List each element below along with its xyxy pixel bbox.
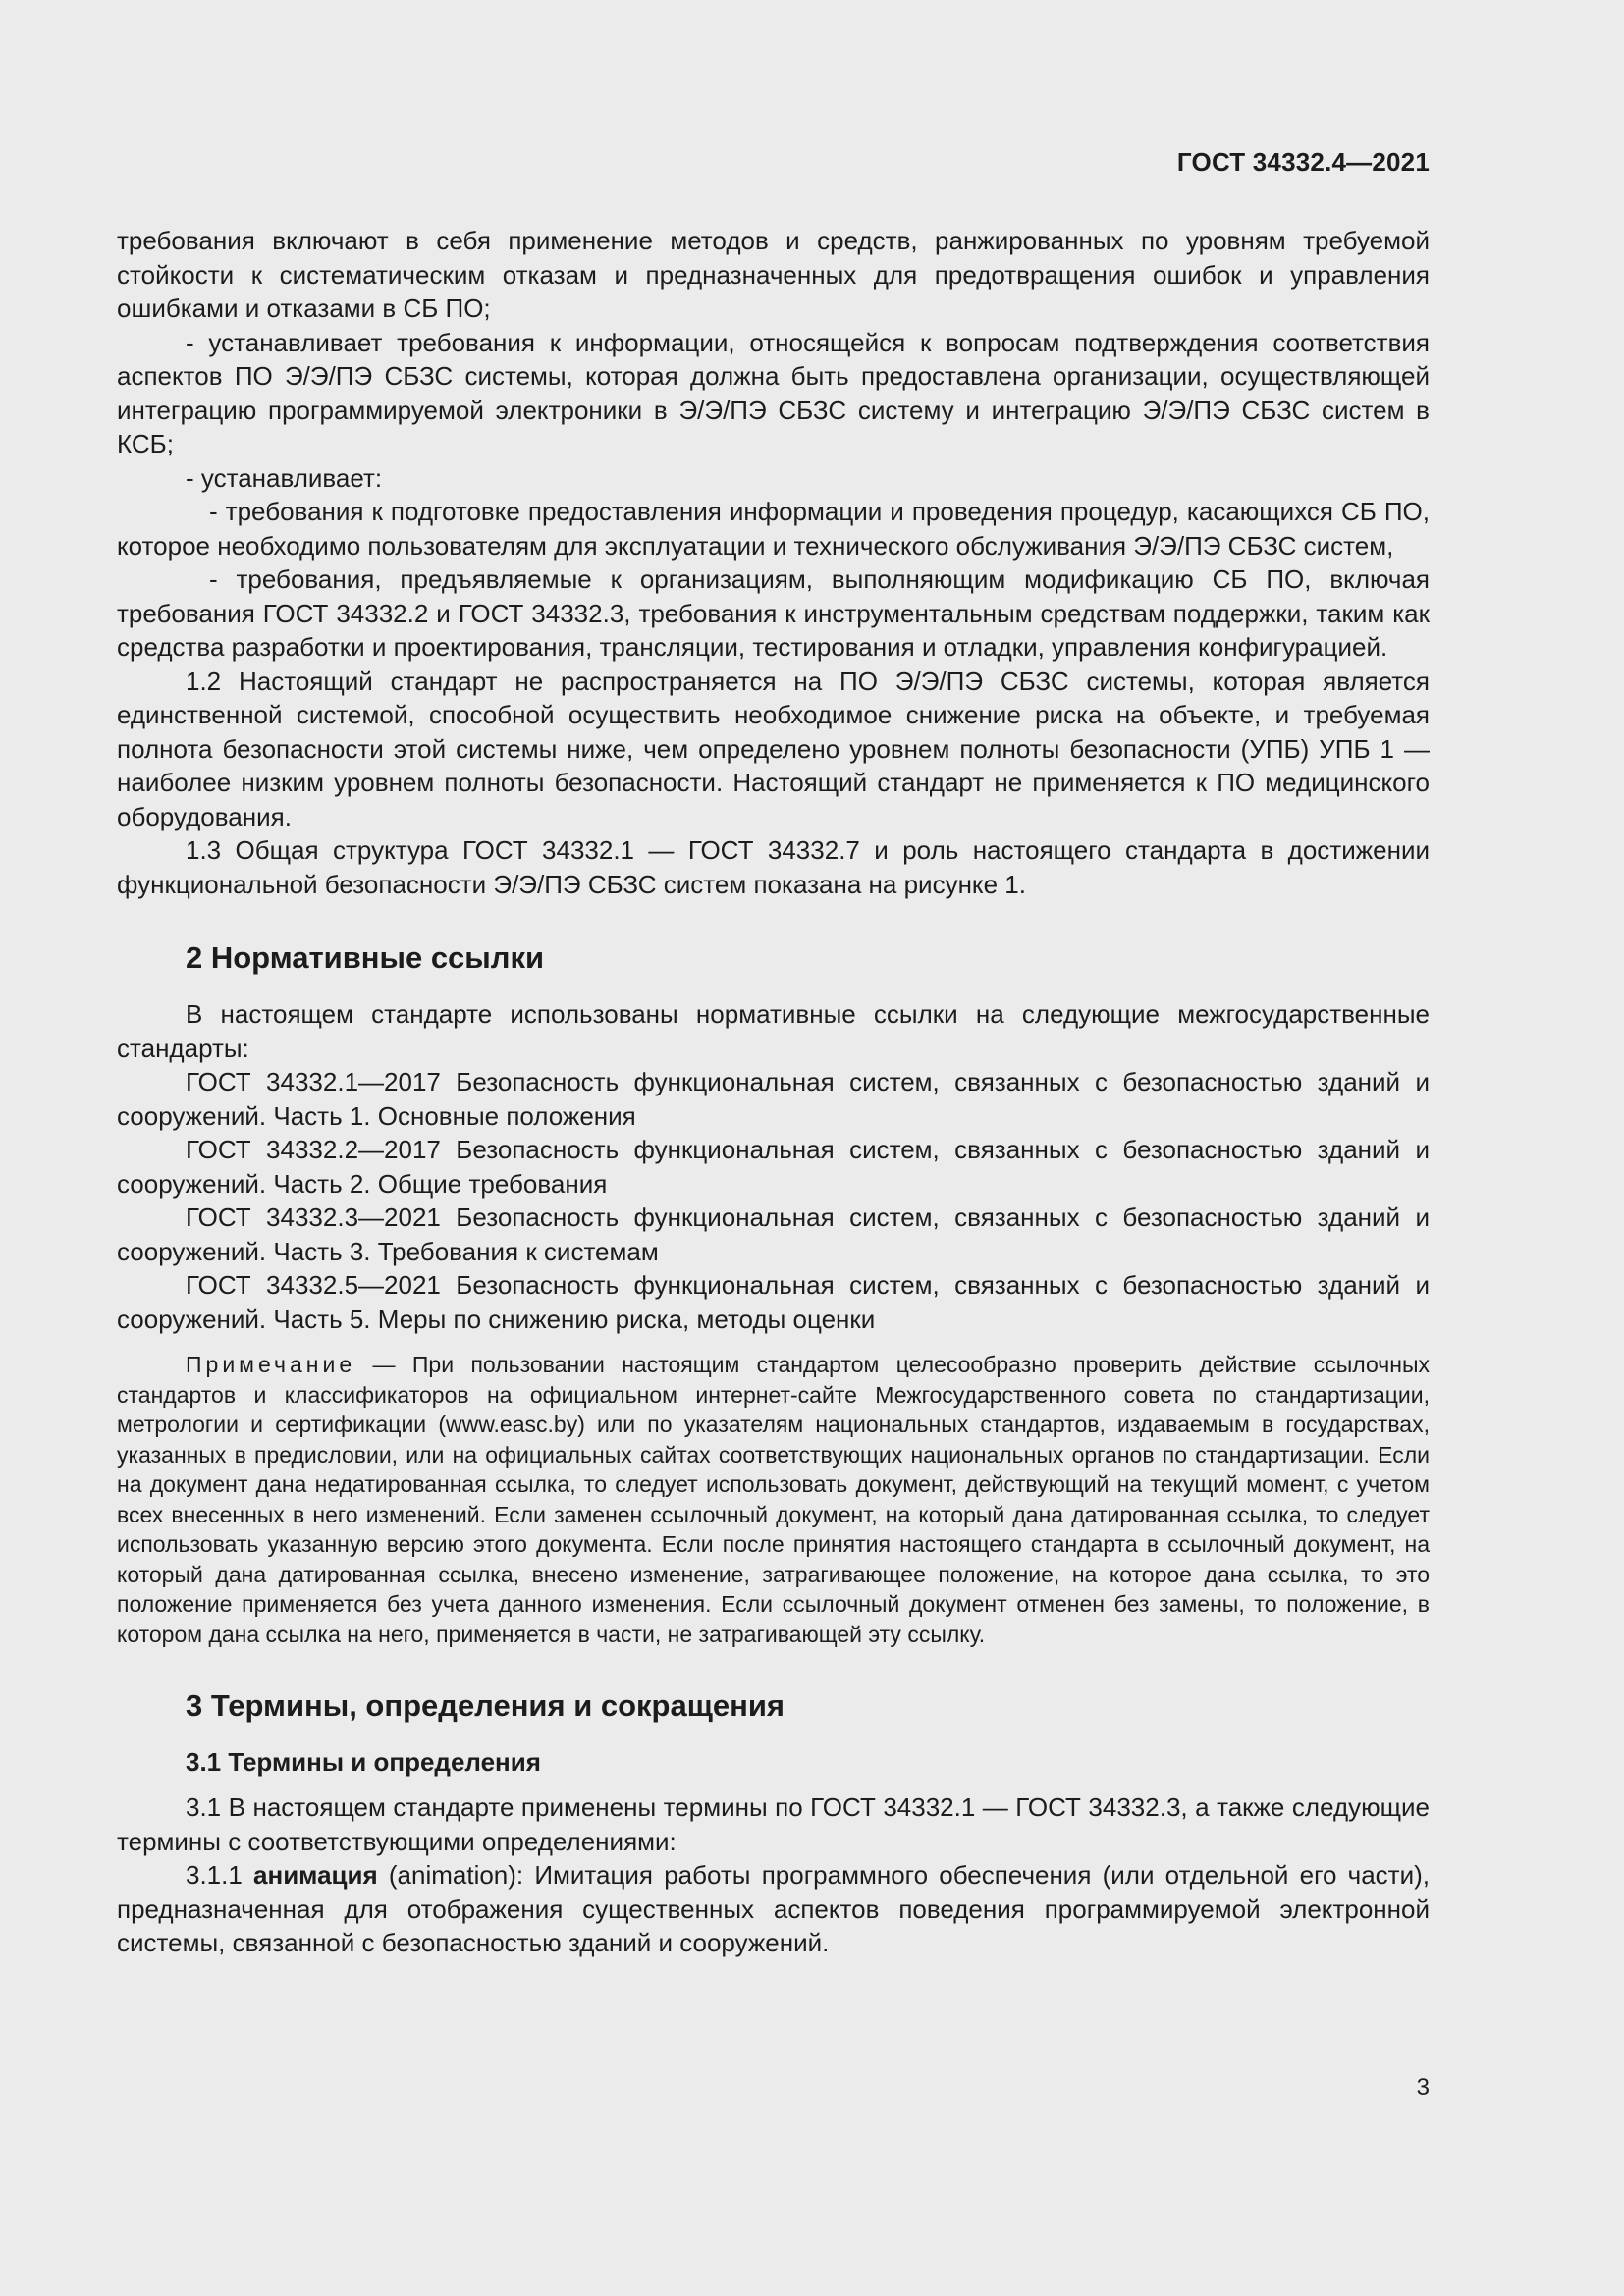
section-heading: 2 Нормативные ссылки — [186, 940, 545, 975]
document-header: ГОСТ 34332.4—2021 — [1176, 147, 1430, 177]
term-definition-text: (animation): Имитация работы программного обеспечения (или отдельной его части), предназначенная для отображения существенных аспектов поведения программируемой электронной системы, связанной с безопасностью зданий и сооружений. — [117, 1860, 1430, 1957]
note-label: Примечание — [186, 1352, 356, 1377]
section-heading: 3 Термины, определения и сокращения — [186, 1688, 785, 1723]
paragraph: 3.1 В настоящем стандарте применены термины по ГОСТ 34332.1 — ГОСТ 34332.3, а также следующие термины с соответствующими определениями: — [117, 1792, 1430, 1856]
paragraph: 1.2 Настоящий стандарт не распространяется на ПО Э/Э/ПЭ СБЗС системы, которая является единственной системой, способной осуществить необходимое снижение риска на объекте, и требуемая полнота безопасности этой системы ниже, чем определено уровнем полноты безопасности (УПБ) УПБ 1 — наиболее низким уровнем полноты безопасности. Настоящий стандарт не применяется к ПО медицинского оборудования. — [117, 666, 1430, 831]
reference-item: ГОСТ 34332.1—2017 Безопасность функциональная систем, связанных с безопасностью зданий и сооружений. Часть 1. Основные положения — [117, 1067, 1430, 1131]
paragraph: - требования, предъявляемые к организациям, выполняющим модификацию СБ ПО, включая требования ГОСТ 34332.2 и ГОСТ 34332.3, требования к инструментальным средствам поддержки, таким как средства разработки и проектирования, трансляции, тестирования и отладки, управления конфигурацией. — [117, 564, 1430, 662]
paragraph: - устанавливает требования к информации, относящейся к вопросам подтверждения соответствия аспектов ПО Э/Э/ПЭ СБЗС системы, которая должна быть предоставлена организации, осуществляющей интеграцию программируемой электроники в Э/Э/ПЭ СБЗС систему и интеграцию Э/Э/ПЭ СБЗС систем в КСБ; — [117, 327, 1430, 458]
term: анимация — [253, 1860, 378, 1890]
reference-item: ГОСТ 34332.3—2021 Безопасность функциональная систем, связанных с безопасностью зданий и сооружений. Часть 3. Требования к системам — [117, 1202, 1430, 1266]
paragraph: - требования к подготовке предоставления информации и проведения процедур, касающихся СБ ПО, которое необходимо пользователям для эксплуатации и технического обслуживания Э/Э/ПЭ СБЗС систем, — [117, 497, 1430, 561]
term-definition — [117, 1858, 1430, 1960]
document-body — [117, 224, 1430, 1960]
reference-item: ГОСТ 34332.2—2017 Безопасность функциональная систем, связанных с безопасностью зданий и сооружений. Часть 2. Общие требования — [117, 1135, 1430, 1199]
reference-item: ГОСТ 34332.5—2021 Безопасность функциональная систем, связанных с безопасностью зданий и сооружений. Часть 5. Меры по снижению риска, методы оценки — [117, 1270, 1430, 1334]
subsection-heading: 3.1 Термины и определения — [186, 1747, 541, 1777]
paragraph: требования включают в себя применение методов и средств, ранжированных по уровням требуемой стойкости к систематическим отказам и предназначенных для предотвращения ошибок и управления ошибками и отказами в СБ ПО; — [117, 226, 1430, 323]
term-number: 3.1.1 — [186, 1860, 254, 1890]
paragraph: - устанавливает: — [186, 462, 383, 493]
paragraph: В настоящем стандарте использованы нормативные ссылки на следующие межгосударственные стандарты: — [117, 999, 1430, 1063]
note-text: — При пользовании настоящим стандартом целесообразно проверить действие ссылочных стандартов и классификаторов на официальном интернет-сайте Межгосударственного совета по стандартизации, метрологии и сертификации (www.easc.by) или по указателям национальных стандартов, издаваемым в государствах, указанных в предисловии, или на официальных сайтах соответствующих национальных органов по стандартизации. Если на документ дана недатированная ссылка, то следует использовать документ, действующий на текущий момент, с учетом всех внесенных в него изменений. Если заменен ссылочный документ, на который дана датированная ссылка, то следует использовать указанную версию этого документа. Если после принятия настоящего стандарта в ссылочный документ, на который дана датированная ссылка, внесено изменение, затрагивающее положение, на которое дана ссылка, то это положение применяется без учета данного изменения. Если ссылочный документ отменен без замены, то положение, в котором дана ссылка на него, применяется в части, не затрагивающей эту ссылку. — [117, 1352, 1430, 1647]
page-number: 3 — [1416, 2074, 1430, 2101]
paragraph: 1.3 Общая структура ГОСТ 34332.1 — ГОСТ 34332.7 и роль настоящего стандарта в достижении функциональной безопасности Э/Э/ПЭ СБЗС систем показана на рисунке 1. — [117, 835, 1430, 899]
note — [117, 1350, 1430, 1649]
